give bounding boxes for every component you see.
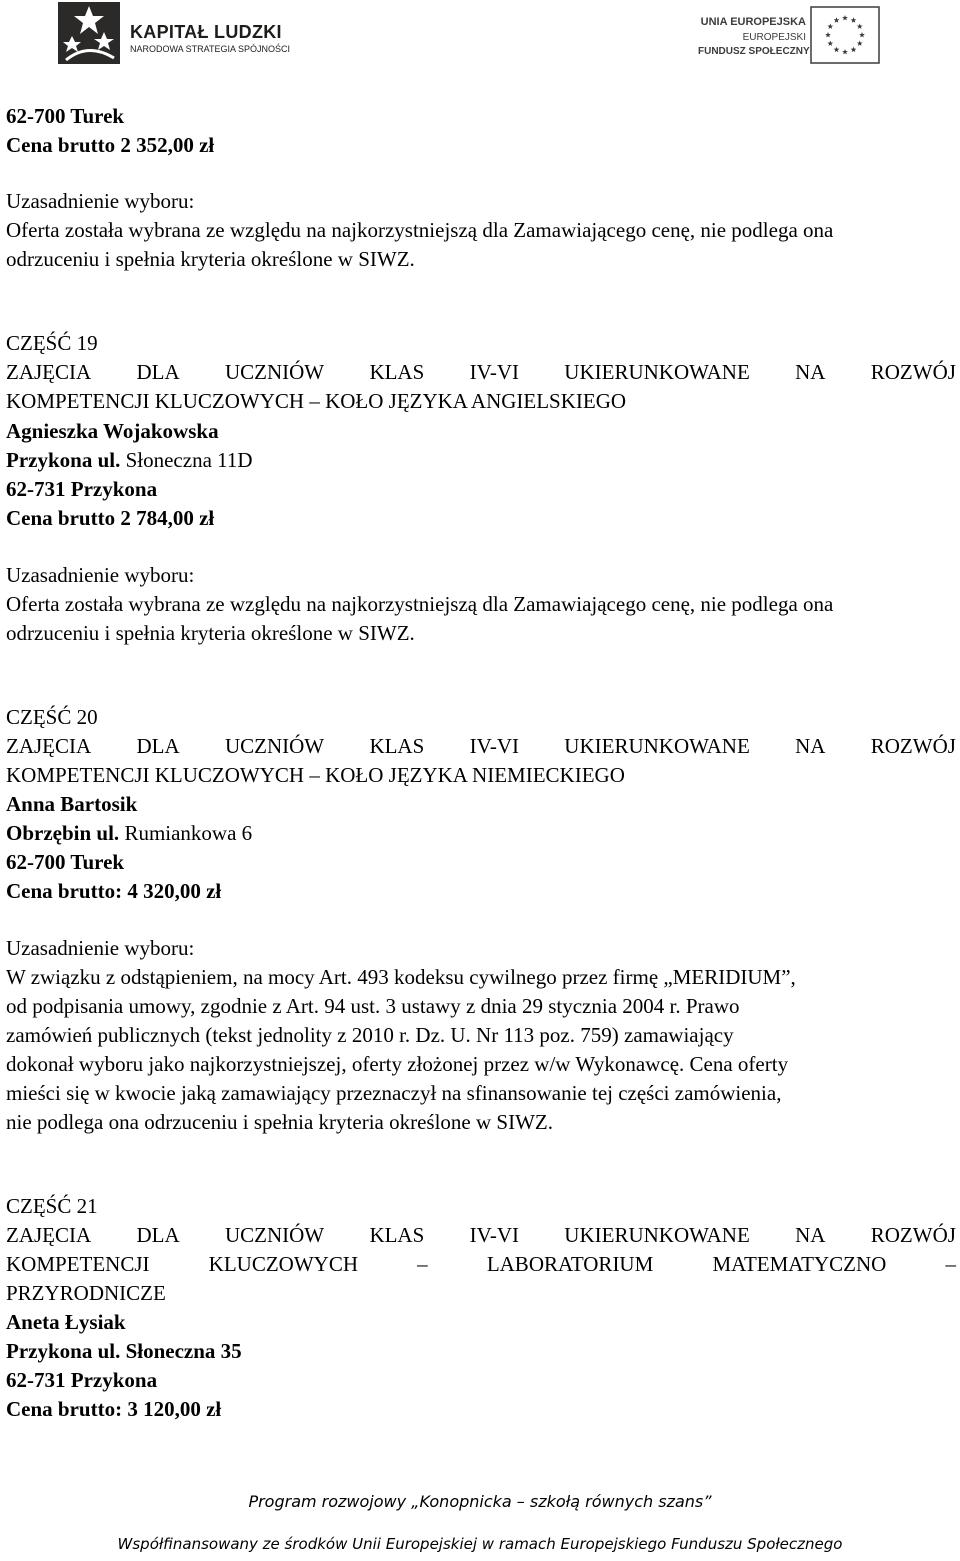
title-word: UKIERUNKOWANE bbox=[564, 734, 750, 758]
title-word: NA bbox=[795, 734, 826, 758]
part19-address-bold: Przykona ul. bbox=[6, 448, 121, 472]
part19-name: Agnieszka Wojakowska bbox=[6, 419, 219, 443]
part20-reason-line: nie podlega ona odrzuceniu i spełnia kryteria określone w SIWZ. bbox=[6, 1110, 553, 1134]
title-word: KLAS bbox=[369, 734, 425, 758]
part20-price: Cena brutto: 4 320,00 zł bbox=[6, 879, 222, 903]
kapital-ludzki-subtitle: NARODOWA STRATEGIA SPÓJNOŚCI bbox=[130, 44, 291, 54]
title-word: UKIERUNKOWANE bbox=[564, 360, 750, 384]
title-word: – bbox=[945, 1252, 956, 1276]
part20-address-rest: Rumiankowa 6 bbox=[119, 821, 253, 845]
top-reason-line1: Oferta została wybrana ze względu na najkorzystniejszą dla Zamawiającego cenę, nie podlega ona bbox=[6, 218, 834, 242]
top-price: Cena brutto 2 352,00 zł bbox=[6, 133, 215, 157]
part19-address bbox=[6, 446, 956, 475]
eu-logo bbox=[690, 6, 880, 68]
title-word: IV-VI bbox=[469, 734, 519, 758]
title-word: ROZWÓJ bbox=[870, 734, 956, 758]
part21-title-line2 bbox=[6, 1250, 956, 1279]
part20-reason-line: dokonał wyboru jako najkorzystniejszej, oferty złożonej przez w/w Wykonawcę. Cena oferty bbox=[6, 1052, 789, 1076]
part20-address-bold: Obrzębin ul. bbox=[6, 821, 120, 845]
title-word: ZAJĘCIA bbox=[6, 734, 92, 758]
eu-logo-line2: EUROPEJSKI bbox=[742, 32, 806, 43]
part20-reason-label: Uzasadnienie wyboru: bbox=[6, 936, 195, 960]
part19-title-line2: KOMPETENCJI KLUCZOWYCH – KOŁO JĘZYKA ANGIELSKIEGO bbox=[6, 389, 627, 413]
title-word: ROZWÓJ bbox=[870, 1223, 956, 1247]
title-word: UCZNIÓW bbox=[224, 360, 325, 384]
kapital-ludzki-emblem-icon bbox=[58, 2, 120, 64]
eu-logo-line3: FUNDUSZ SPOŁECZNY bbox=[698, 46, 810, 57]
title-word: NA bbox=[795, 1223, 826, 1247]
part19-address-rest: Słoneczna 11D bbox=[120, 448, 253, 472]
title-word: DLA bbox=[136, 734, 180, 758]
title-word: KLAS bbox=[369, 360, 425, 384]
title-word: ZAJĘCIA bbox=[6, 1223, 92, 1247]
kapital-ludzki-title: KAPITAŁ LUDZKI bbox=[130, 22, 282, 42]
part20-city: 62-700 Turek bbox=[6, 850, 125, 874]
footer-cofinancing: Współfinansowany ze środków Unii Europejskiej w ramach Europejskiego Funduszu Społecznego bbox=[117, 1535, 843, 1553]
part19-reason-line1: Oferta została wybrana ze względu na najkorzystniejszą dla Zamawiającego cenę, nie podlega ona bbox=[6, 592, 834, 616]
part20-title-line1 bbox=[6, 732, 956, 761]
kapital-ludzki-logo bbox=[58, 2, 318, 68]
part20-address bbox=[6, 819, 956, 848]
title-word: IV-VI bbox=[469, 1223, 519, 1247]
part20-reason-line: W związku z odstąpieniem, na mocy Art. 493 kodeksu cywilnego przez firmę „MERIDIUM”, bbox=[6, 965, 796, 989]
eu-flag-icon bbox=[810, 6, 880, 64]
title-word: IV-VI bbox=[469, 360, 519, 384]
title-word: ZAJĘCIA bbox=[6, 360, 92, 384]
top-reason-line2: odrzuceniu i spełnia kryteria określone w SIWZ. bbox=[6, 247, 415, 271]
part21-city: 62-731 Przykona bbox=[6, 1368, 158, 1392]
part19-heading: CZĘŚĆ 19 bbox=[6, 331, 98, 355]
part20-reason-line: zamówień publicznych (tekst jednolity z 2010 r. Dz. U. Nr 113 poz. 759) zamawiający bbox=[6, 1023, 734, 1047]
part21-title-line3: PRZYRODNICZE bbox=[6, 1281, 166, 1305]
part20-heading: CZĘŚĆ 20 bbox=[6, 705, 98, 729]
top-reason-label: Uzasadnienie wyboru: bbox=[6, 189, 195, 213]
part19-title-line1 bbox=[6, 358, 956, 387]
title-word: KLUCZOWYCH bbox=[208, 1252, 358, 1276]
title-word: UCZNIÓW bbox=[224, 1223, 325, 1247]
part20-reason-line: od podpisania umowy, zgodnie z Art. 94 ust. 3 ustawy z dnia 29 stycznia 2004 r. Prawo bbox=[6, 994, 740, 1018]
title-word: MATEMATYCZNO bbox=[712, 1252, 887, 1276]
title-word: ROZWÓJ bbox=[870, 360, 956, 384]
part20-title-line2: KOMPETENCJI KLUCZOWYCH – KOŁO JĘZYKA NIEMIECKIEGO bbox=[6, 763, 625, 787]
title-word: NA bbox=[795, 360, 826, 384]
title-word: DLA bbox=[136, 1223, 180, 1247]
part19-reason-line2: odrzuceniu i spełnia kryteria określone w SIWZ. bbox=[6, 621, 415, 645]
part19-city: 62-731 Przykona bbox=[6, 477, 158, 501]
title-word: UKIERUNKOWANE bbox=[564, 1223, 750, 1247]
part21-price: Cena brutto: 3 120,00 zł bbox=[6, 1397, 222, 1421]
part21-address: Przykona ul. Słoneczna 35 bbox=[6, 1339, 242, 1363]
part21-heading: CZĘŚĆ 21 bbox=[6, 1194, 98, 1218]
title-word: KLAS bbox=[369, 1223, 425, 1247]
title-word: LABORATORIUM bbox=[486, 1252, 654, 1276]
part20-reason-line: mieści się w kwocie jaką zamawiający przeznaczył na sfinansowanie tej części zamówienia, bbox=[6, 1081, 782, 1105]
footer-program: Program rozwojowy „Konopnicka – szkołą równych szans” bbox=[248, 1492, 712, 1511]
title-word: UCZNIÓW bbox=[224, 734, 325, 758]
part21-name: Aneta Łysiak bbox=[6, 1310, 126, 1334]
part19-reason-label: Uzasadnienie wyboru: bbox=[6, 563, 195, 587]
eu-logo-line1: UNIA EUROPEJSKA bbox=[700, 16, 806, 28]
title-word: KOMPETENCJI bbox=[6, 1252, 150, 1276]
part19-price: Cena brutto 2 784,00 zł bbox=[6, 506, 215, 530]
part20-name: Anna Bartosik bbox=[6, 792, 138, 816]
top-city: 62-700 Turek bbox=[6, 104, 125, 128]
part21-title-line1 bbox=[6, 1221, 956, 1250]
title-word: – bbox=[417, 1252, 428, 1276]
title-word: DLA bbox=[136, 360, 180, 384]
page-header bbox=[0, 0, 960, 80]
